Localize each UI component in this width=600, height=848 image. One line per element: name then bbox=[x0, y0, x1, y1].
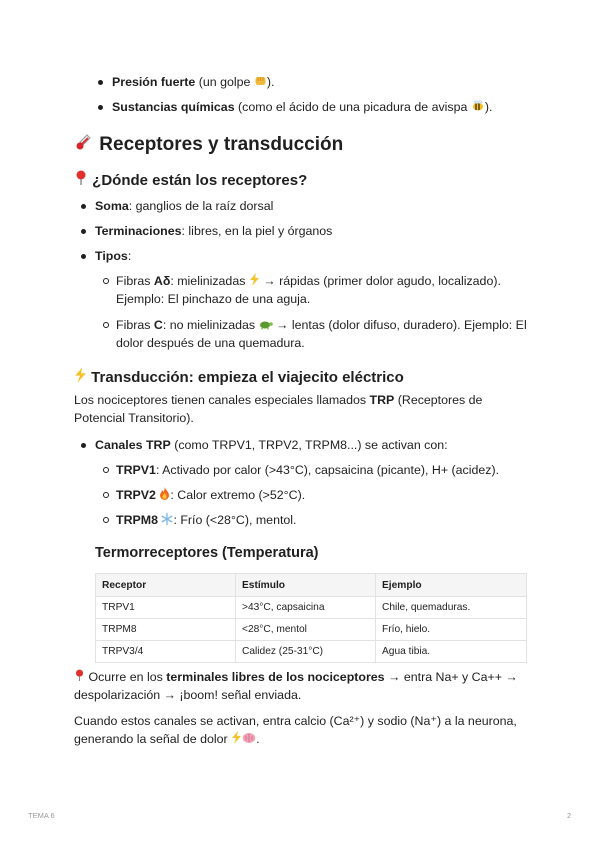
item-text: : Calor extremo (>52°C). bbox=[170, 488, 306, 502]
item-text: (como TRPV1, TRPV2, TRPM8...) se activan con: bbox=[170, 438, 448, 452]
column-header: Estímulo bbox=[236, 574, 376, 597]
item-after: → lentas (dolor difuso, duradero). Ejemplo: El dolor después de una quemadura. bbox=[116, 318, 527, 350]
closing-paragraph-2 bbox=[74, 712, 534, 748]
footer-left: TEMA 6 bbox=[28, 811, 55, 820]
snowflake-icon bbox=[161, 513, 173, 525]
table-cell: TRPV1 bbox=[96, 597, 236, 619]
item-bold: C bbox=[153, 318, 163, 332]
subsection-title-text: Transducción: empieza el viajecito eléctrico bbox=[91, 369, 404, 386]
section-title bbox=[74, 132, 343, 157]
closing-bold: terminales libres de los nociceptores bbox=[166, 670, 385, 684]
column-header: Ejemplo bbox=[376, 574, 527, 597]
item-bold: Soma bbox=[95, 199, 129, 213]
item-text: : mielinizadas bbox=[170, 274, 249, 288]
subsection-title-text: ¿Dónde están los receptores? bbox=[92, 172, 308, 189]
item-bold: TRPV1 bbox=[116, 463, 156, 477]
page-number: 2 bbox=[567, 811, 572, 820]
list-item bbox=[112, 98, 492, 116]
table-cell: <28°C, mentol bbox=[236, 619, 376, 641]
list-item bbox=[116, 461, 499, 479]
turtle-icon bbox=[259, 318, 273, 330]
subsection-title bbox=[74, 367, 404, 388]
item-bold: Aδ bbox=[153, 274, 171, 288]
item-bold: TRPV2 bbox=[116, 488, 160, 502]
item-text: : ganglios de la raíz dorsal bbox=[128, 199, 274, 213]
table-header-row bbox=[96, 574, 527, 597]
intro-bold: TRP bbox=[369, 393, 395, 407]
list-item bbox=[95, 197, 273, 215]
item-text: : Frío (<28°C), mentol. bbox=[173, 513, 297, 527]
table-row bbox=[96, 641, 527, 663]
item-bold: Terminaciones bbox=[95, 224, 182, 238]
table-cell: Chile, quemaduras. bbox=[376, 597, 527, 619]
item-after: → rápidas (primer dolor agudo, localizado). Ejemplo: El pinchazo de una aguja. bbox=[116, 274, 501, 306]
item-bold: TRPM8 bbox=[116, 513, 162, 527]
pin-icon bbox=[74, 170, 88, 186]
column-header: Receptor bbox=[96, 574, 236, 597]
item-bold: Canales TRP bbox=[95, 438, 171, 452]
thermometer-icon bbox=[74, 132, 94, 152]
intro-pre: Los nociceptores tienen canales especiales llamados bbox=[74, 393, 370, 407]
table-row bbox=[96, 619, 527, 641]
closing-paragraph-1 bbox=[74, 668, 534, 704]
item-text: : libres, en la piel y órganos bbox=[181, 224, 333, 238]
list-item bbox=[116, 272, 536, 308]
list-item bbox=[112, 73, 274, 91]
table-cell: TRPV3/4 bbox=[96, 641, 236, 663]
fire-icon bbox=[159, 487, 170, 500]
table-cell: >43°C, capsaicina bbox=[236, 597, 376, 619]
table-title: Termorreceptores (Temperatura) bbox=[95, 545, 319, 561]
table-cell: Frío, hielo. bbox=[376, 619, 527, 641]
intro-post: (Receptores de Potencial Transitorio). bbox=[74, 393, 483, 425]
section-title-text: Receptores y transducción bbox=[99, 134, 344, 155]
table-cell: Calidez (25-31°C) bbox=[236, 641, 376, 663]
lightning-icon bbox=[249, 273, 260, 286]
thermoreceptor-table bbox=[95, 573, 527, 663]
lightning-icon bbox=[231, 731, 242, 744]
fist-icon bbox=[254, 74, 267, 87]
list-item bbox=[95, 247, 131, 265]
bullet-text: (como el ácido de una picadura de avispa bbox=[234, 100, 471, 114]
brain-icon bbox=[242, 732, 256, 744]
item-text: : no mielinizadas bbox=[162, 318, 259, 332]
subsection-title bbox=[74, 170, 307, 191]
lightning-icon bbox=[74, 367, 87, 383]
bullet-after: ). bbox=[484, 100, 493, 114]
bullet-after: ). bbox=[266, 75, 275, 89]
item-pre: Fibras bbox=[116, 318, 154, 332]
closing-pre: Ocurre en los bbox=[85, 670, 167, 684]
list-item bbox=[95, 436, 448, 454]
closing-period: . bbox=[256, 732, 260, 746]
list-item bbox=[95, 222, 332, 240]
table-row bbox=[96, 597, 527, 619]
item-bold: Tipos bbox=[95, 249, 128, 263]
pin-icon bbox=[74, 669, 85, 682]
item-text: : bbox=[127, 249, 132, 263]
table-cell: Agua tibia. bbox=[376, 641, 527, 663]
item-text: : Activado por calor (>43°C), capsaicina (picante), H+ (acidez). bbox=[155, 463, 500, 477]
list-item bbox=[116, 486, 305, 504]
closing-text: Cuando estos canales se activan, entra calcio (Ca²⁺) y sodio (Na⁺) a la neurona, generando la señal de dolor bbox=[74, 714, 517, 746]
list-item bbox=[116, 511, 297, 529]
intro-paragraph bbox=[74, 391, 534, 427]
table-cell: TRPM8 bbox=[96, 619, 236, 641]
bee-icon bbox=[471, 99, 485, 112]
item-pre: Fibras bbox=[116, 274, 154, 288]
bullet-bold: Sustancias químicas bbox=[112, 100, 235, 114]
bullet-text: (un golpe bbox=[195, 75, 254, 89]
closing-post: → entra Na+ y Ca++ → despolarización → ¡boom! señal enviada. bbox=[74, 670, 518, 702]
bullet-bold: Presión fuerte bbox=[112, 75, 196, 89]
list-item bbox=[116, 316, 536, 352]
